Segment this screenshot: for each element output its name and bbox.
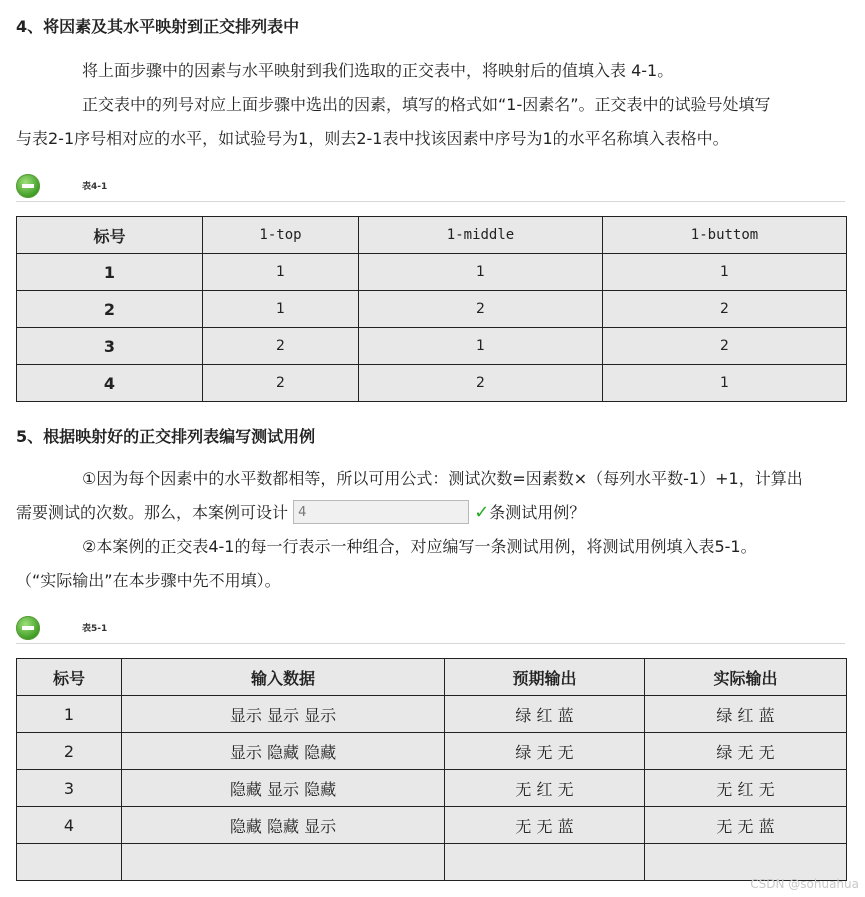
header-cell: 1-middle xyxy=(359,217,603,254)
table-cell: 无 红 无 xyxy=(645,770,847,807)
table-cell[interactable] xyxy=(445,844,645,881)
table-row xyxy=(17,254,847,291)
table-cell: 无 无 蓝 xyxy=(445,807,645,844)
table-cell: 显示 显示 显示 xyxy=(122,696,445,733)
table-row-empty xyxy=(17,844,847,881)
table-row xyxy=(17,328,847,365)
section5-para2-line2: （“实际输出”在本步骤中先不用填）。 xyxy=(16,571,281,590)
header-cell: 实际输出 xyxy=(645,659,847,696)
table-cell: 绿 红 蓝 xyxy=(445,696,645,733)
table-cell[interactable] xyxy=(645,844,847,881)
section5-heading: 5、根据映射好的正交排列表编写测试用例 xyxy=(16,427,316,446)
table-cell: 隐藏 显示 隐藏 xyxy=(122,770,445,807)
section4-heading: 4、将因素及其水平映射到正交排列表中 xyxy=(16,17,300,36)
header-cell: 输入数据 xyxy=(122,659,445,696)
table-cell: 1 xyxy=(359,328,603,365)
header-cell: 预期输出 xyxy=(445,659,645,696)
table-cell: 无 无 蓝 xyxy=(645,807,847,844)
table5-caption: 表5-1 xyxy=(82,624,108,634)
table-cell: 绿 红 蓝 xyxy=(645,696,847,733)
table-cell: 绿 无 无 xyxy=(645,733,847,770)
answer-input[interactable]: 4 xyxy=(293,500,469,524)
table5-caption-bar xyxy=(16,614,845,644)
table-cell: 4 xyxy=(17,807,122,844)
table-cell: 1 xyxy=(603,254,847,291)
table-row xyxy=(17,696,847,733)
table-cell[interactable] xyxy=(122,844,445,881)
table-cell: 2 xyxy=(359,291,603,328)
table-cell: 绿 无 无 xyxy=(445,733,645,770)
table-cell: 2 xyxy=(603,328,847,365)
table-cell: 2 xyxy=(603,291,847,328)
table-header-row xyxy=(17,659,847,696)
section4-para1: 将上面步骤中的因素与水平映射到我们选取的正交表中，将映射后的值填入表 4-1。 xyxy=(82,61,674,80)
table-cell: 无 红 无 xyxy=(445,770,645,807)
header-cell: 1-buttom xyxy=(603,217,847,254)
header-cell: 标号 xyxy=(17,217,203,254)
watermark: CSDN @sohuahua xyxy=(750,877,859,891)
section5-para1-line2 xyxy=(16,496,585,530)
table-cell: 3 xyxy=(17,328,203,365)
divider xyxy=(16,643,845,644)
question-text-after: 条测试用例？ xyxy=(489,503,586,522)
section4-para2-line2: 与表2-1序号相对应的水平，如试验号为1，则去2-1表中找该因素中序号为1的水平名称填入表格中。 xyxy=(16,129,729,148)
table-cell: 2 xyxy=(17,733,122,770)
table-cell[interactable] xyxy=(17,844,122,881)
table-cell: 2 xyxy=(203,328,359,365)
section5-para1-line1: ①因为每个因素中的水平数都相等，所以可用公式：测试次数=因素数×（每列水平数-1）+1，计算出 xyxy=(82,469,803,488)
table-cell: 2 xyxy=(359,365,603,402)
table-cell: 1 xyxy=(603,365,847,402)
check-icon: ✓ xyxy=(474,502,490,523)
table-5-1 xyxy=(16,658,847,881)
table-row xyxy=(17,291,847,328)
section5-para2-line1: ②本案例的正交表4-1的每一行表示一种组合，对应编写一条测试用例，将测试用例填入表5-1。 xyxy=(82,537,757,556)
table-cell: 3 xyxy=(17,770,122,807)
table-cell: 4 xyxy=(17,365,203,402)
table-cell: 1 xyxy=(203,291,359,328)
table-row xyxy=(17,807,847,844)
table-header-row xyxy=(17,217,847,254)
table4-caption: 表4-1 xyxy=(82,182,108,192)
table-cell: 隐藏 隐藏 显示 xyxy=(122,807,445,844)
question-text-before: 需要测试的次数。那么，本案例可设计 xyxy=(16,503,289,522)
table-cell: 1 xyxy=(203,254,359,291)
table-cell: 1 xyxy=(359,254,603,291)
table-cell: 显示 隐藏 隐藏 xyxy=(122,733,445,770)
collapse-minus-icon[interactable] xyxy=(16,616,40,640)
table-cell: 1 xyxy=(17,254,203,291)
header-cell: 1-top xyxy=(203,217,359,254)
table-cell: 2 xyxy=(203,365,359,402)
header-cell: 标号 xyxy=(17,659,122,696)
table-cell: 2 xyxy=(17,291,203,328)
collapse-minus-icon[interactable] xyxy=(16,174,40,198)
table-row xyxy=(17,733,847,770)
table-row xyxy=(17,365,847,402)
table4-caption-bar xyxy=(16,172,845,202)
table-row xyxy=(17,770,847,807)
divider xyxy=(16,201,845,202)
section4-para2-line1: 正交表中的列号对应上面步骤中选出的因素，填写的格式如“1-因素名”。正交表中的试验号处填写 xyxy=(82,95,771,114)
table-4-1 xyxy=(16,216,847,402)
table-cell: 1 xyxy=(17,696,122,733)
